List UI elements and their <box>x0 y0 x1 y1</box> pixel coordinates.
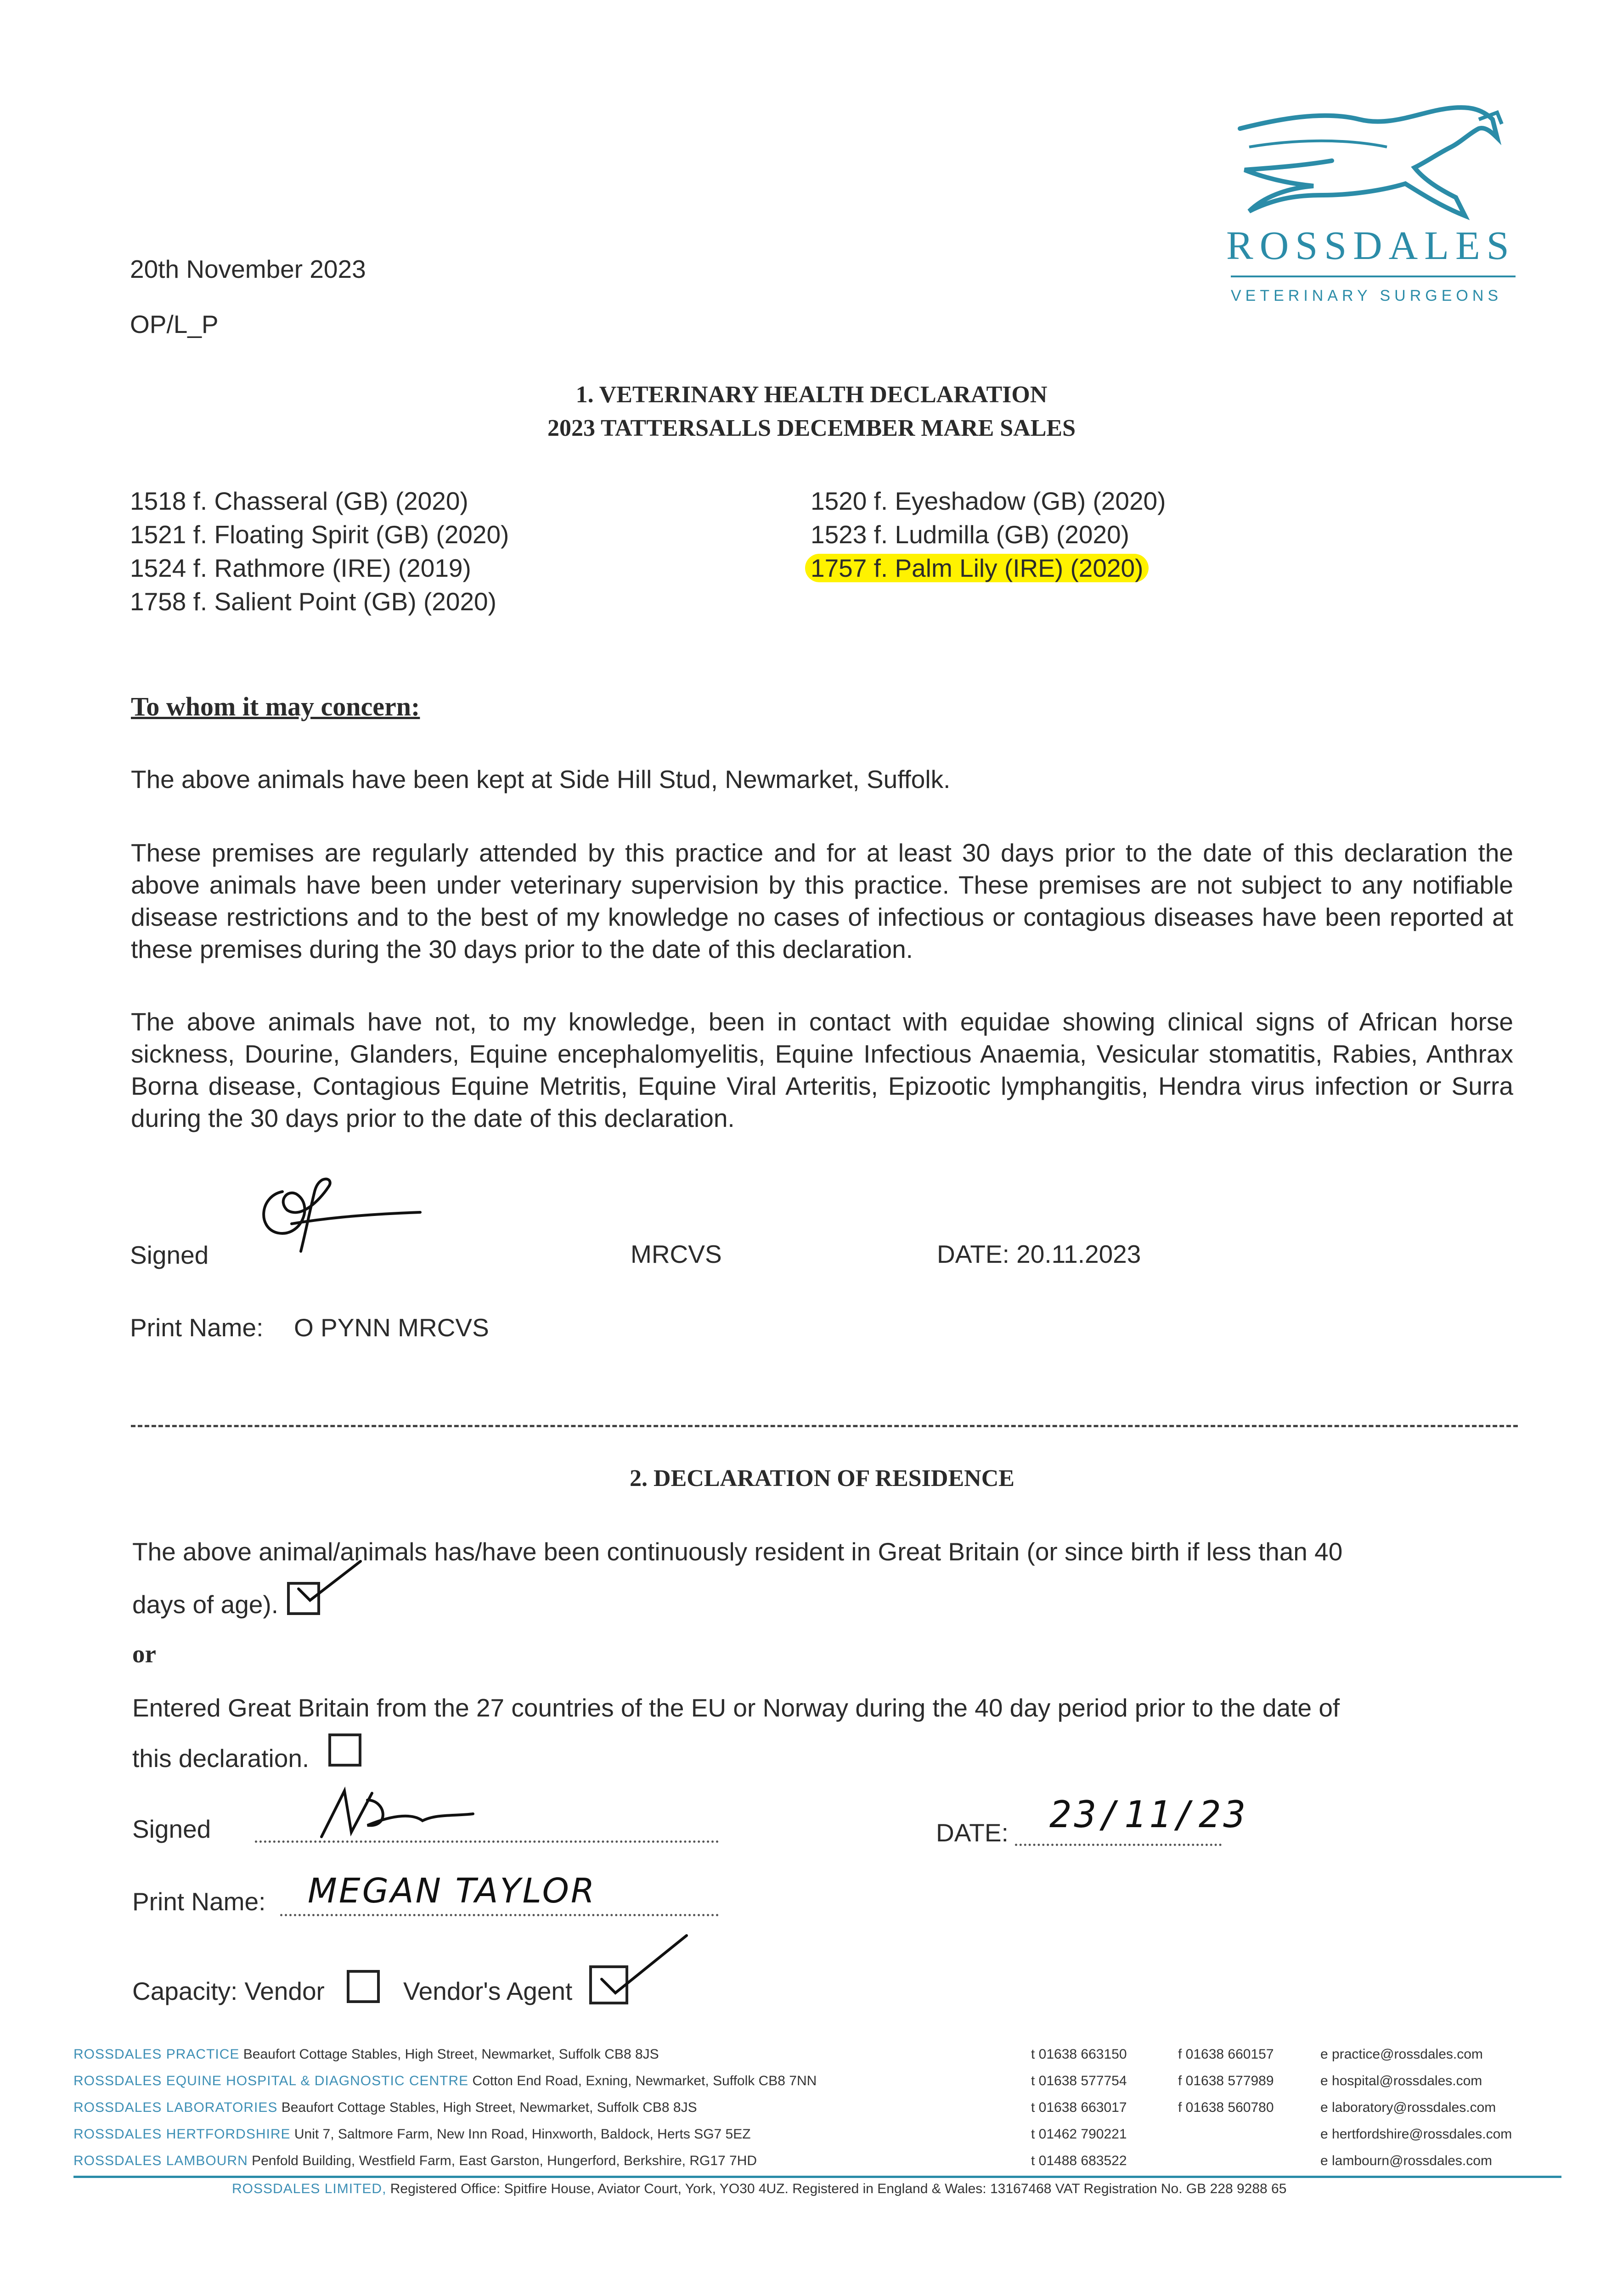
section1-title-line2: 2023 TATTERSALLS DECEMBER MARE SALES <box>547 415 1076 441</box>
phone-number: t 01488 683522 <box>1031 2153 1127 2168</box>
declaration-date: DATE: 20.11.2023 <box>937 1240 1141 1268</box>
logo-name: ROSSDALES <box>1226 224 1516 268</box>
footer-phones <box>1031 2041 1127 2174</box>
phone-number: t 01638 663017 <box>1031 2100 1127 2115</box>
logo-tagline: VETERINARY SURGEONS <box>1231 287 1503 304</box>
signed-label: Signed <box>130 1241 209 1269</box>
letter-date: 20th November 2023 <box>130 255 366 283</box>
animal-entry-highlighted: 1757 f. Palm Lily (IRE) (2020) <box>805 554 1149 582</box>
paragraph-premises: The above animals have been kept at Side Hill Stud, Newmarket, Suffolk. <box>131 765 951 793</box>
checkmark-icon <box>590 1929 696 2007</box>
footer-row: ROSSDALES LAMBOURN Penfold Building, Westfield Farm, East Garston, Hungerford, Berkshire, RG17 7HD <box>73 2153 757 2168</box>
animal-entry: 1520 f. Eyeshadow (GB) (2020) <box>811 487 1166 515</box>
email-link[interactable]: e practice@rossdales.com <box>1320 2047 1483 2062</box>
horse-logo-icon <box>1222 92 1516 230</box>
vendor-date-label: DATE: <box>936 1818 1009 1847</box>
mrcvs-label: MRCVS <box>631 1240 722 1268</box>
animal-entry: 1518 f. Chasseral (GB) (2020) <box>130 487 468 515</box>
animal-entry: 1758 f. Salient Point (GB) (2020) <box>130 587 496 616</box>
fax-number: f 01638 577989 <box>1178 2073 1274 2088</box>
date-line <box>1015 1844 1222 1846</box>
footer-row: ROSSDALES LABORATORIES Beaufort Cottage Stables, High Street, Newmarket, Suffolk CB8 8JS <box>73 2100 697 2115</box>
animal-list-right <box>811 484 1166 585</box>
paragraph-disease-contact: The above animals have not, to my knowledge, been in contact with equidae showing clinical signs of African horse sickness, Dourine, Glanders, Equine encephalomyelitis, Equine Infectious Anaemia, Vesicular stomatitis, Rabies, Anthrax Borna disease, Contagious Equine Metritis, Equine Viral Arteritis, Epizootic lymphangitis, Hendra virus infection or Surra during the 30 days prior to the date of this declaration. <box>131 1007 1513 1132</box>
option2-checkbox[interactable] <box>328 1733 361 1767</box>
phone-number: t 01462 790221 <box>1031 2127 1127 2142</box>
phone-number: t 01638 663150 <box>1031 2047 1127 2062</box>
vendor-print-name-label: Print Name: <box>132 1887 266 1916</box>
footer-faxes <box>1178 2041 1274 2121</box>
logo-rule <box>1231 276 1516 277</box>
email-link[interactable]: e hertfordshire@rossdales.com <box>1320 2127 1512 2142</box>
section1-title-line1: 1. VETERINARY HEALTH DECLARATION <box>575 382 1048 408</box>
paragraph-supervision: These premises are regularly attended by this practice and for at least 30 days prior to the date of this declaration the above animals have been under veterinary supervision by this practice. These premises are not subject to any notifiable disease restrictions and to the best of my knowledge no cases of infectious or contagious diseases have been reported at these premises during the 30 days prior to the date of this declaration. <box>131 838 1513 963</box>
section2-title: 2. DECLARATION OF RESIDENCE <box>630 1465 1014 1491</box>
residence-option1-line2: days of age). <box>132 1590 278 1619</box>
vendor-signature <box>317 1782 482 1841</box>
salutation: To whom it may concern: <box>131 692 420 721</box>
email-link[interactable]: e laboratory@rossdales.com <box>1320 2100 1496 2115</box>
capacity-label: Capacity: Vendor <box>132 1977 325 2005</box>
print-name-line <box>280 1914 719 1916</box>
vendor-signed-label: Signed <box>132 1815 211 1843</box>
fax-number: f 01638 660157 <box>1178 2047 1274 2062</box>
vendors-agent-label: Vendor's Agent <box>403 1977 573 2005</box>
email-link[interactable]: e hospital@rossdales.com <box>1320 2073 1482 2088</box>
footer-rule <box>73 2176 1561 2178</box>
footer-addresses <box>73 2041 817 2174</box>
residence-option2-line1: Entered Great Britain from the 27 countries of the EU or Norway during the 40 day period prior to the date of <box>132 1694 1340 1722</box>
section-divider <box>131 1425 1518 1427</box>
footer-emails <box>1320 2041 1512 2174</box>
fax-number: f 01638 560780 <box>1178 2100 1274 2115</box>
or-label: or <box>132 1640 156 1668</box>
footer-row: ROSSDALES PRACTICE Beaufort Cottage Stables, High Street, Newmarket, Suffolk CB8 8JS <box>73 2047 659 2062</box>
animal-list-left <box>130 484 509 619</box>
checkmark-icon <box>289 1554 367 1614</box>
email-link[interactable]: e lambourn@rossdales.com <box>1320 2153 1492 2168</box>
print-name-label: Print Name: <box>130 1313 264 1342</box>
animal-entry: 1524 f. Rathmore (IRE) (2019) <box>130 554 471 582</box>
vet-signature <box>250 1169 434 1261</box>
residence-option1-line1: The above animal/animals has/have been continuously resident in Great Britain (or since birth if less than 40 <box>132 1537 1343 1566</box>
letter-reference: OP/L_P <box>130 310 219 338</box>
animal-entry: 1523 f. Ludmilla (GB) (2020) <box>811 520 1129 549</box>
registered-office: ROSSDALES LIMITED, Registered Office: Spitfire House, Aviator Court, York, YO30 4UZ. Registered in England & Wales: 13167468 VAT Registration No. GB 228 9288 65 <box>232 2181 1287 2196</box>
animal-entry: 1521 f. Floating Spirit (GB) (2020) <box>130 520 509 549</box>
vendor-checkbox[interactable] <box>347 1970 380 2003</box>
footer-row: ROSSDALES EQUINE HOSPITAL & DIAGNOSTIC CENTRE Cotton End Road, Exning, Newmarket, Suffolk CB8 7NN <box>73 2073 817 2088</box>
footer-row: ROSSDALES HERTFORDSHIRE Unit 7, Saltmore Farm, New Inn Road, Hinxworth, Baldock, Herts SG7 5EZ <box>73 2127 751 2142</box>
print-name-value: O PYNN MRCVS <box>294 1313 489 1342</box>
vendor-print-name-value: MEGAN TAYLOR <box>308 1871 597 1911</box>
residence-option2-line2: this declaration. <box>132 1744 310 1773</box>
vendor-date-value: 23/11/23 <box>1049 1793 1249 1836</box>
phone-number: t 01638 577754 <box>1031 2073 1127 2088</box>
